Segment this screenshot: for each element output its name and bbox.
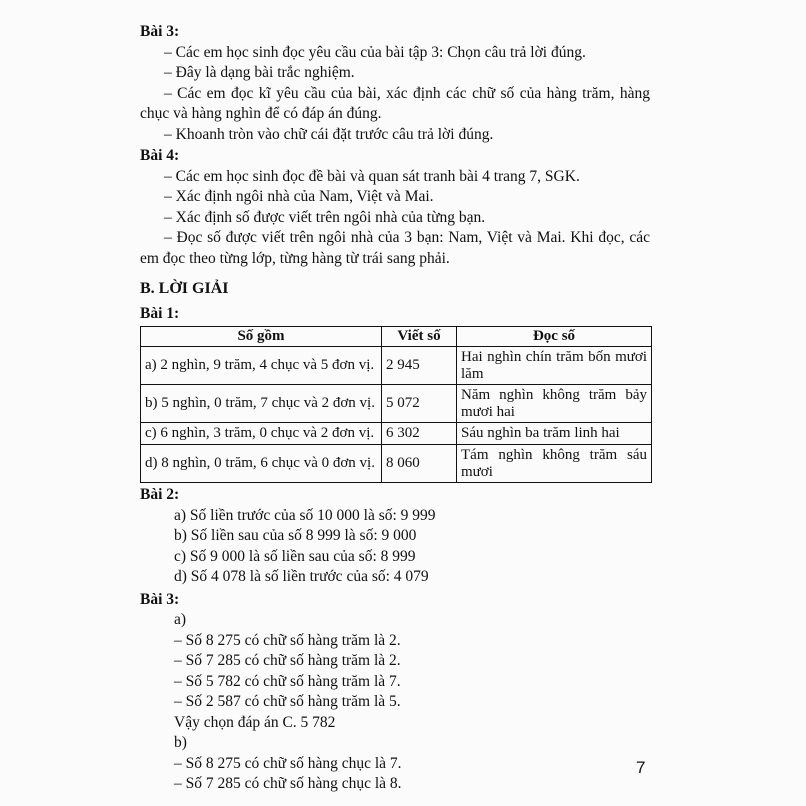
bai3-intro-line: – Các em học sinh đọc yêu cầu của bài tập 3: Chọn câu trả lời đúng. [164,43,586,61]
bai3-a-line: – Số 7 285 có chữ số hàng trăm là 2. [174,652,401,669]
bai2-heading: Bài 2: [140,486,180,503]
cell-doc-so: Năm nghìn không trăm bảy mươi hai [457,385,652,423]
cell-viet-so: 2 945 [382,347,457,385]
bai2-line: c) Số 9 000 là số liền sau của số: 8 999 [174,547,416,565]
page-content [140,22,650,795]
cell-viet-so: 5 072 [382,385,457,423]
bai2-line: d) Số 4 078 là số liền trước của số: 4 079 [174,568,429,585]
table-header-row [141,327,652,347]
bai1-table [140,326,652,483]
section-b-title: B. LỜI GIẢI [140,280,229,297]
bai4-intro-line: – Xác định ngôi nhà của Nam, Việt và Mai. [164,188,434,205]
cell-viet-so: 8 060 [382,445,457,483]
bai4-intro-line: – Đọc số được viết trên ngôi nhà của 3 bạn: Nam, Việt và Mai. Khi đọc, các em đọc theo từng lớp, từng hàng từ trái sang phải. [140,229,650,267]
col-header-doc-so: Đọc số [457,327,652,347]
bai4-intro-line: – Các em học sinh đọc đề bài và quan sát tranh bài 4 trang 7, SGK. [164,167,580,185]
cell-doc-so: Sáu nghìn ba trăm linh hai [457,423,652,445]
bai3-a-line: – Số 2 587 có chữ số hàng trăm là 5. [174,693,401,710]
col-header-so-gom: Số gồm [141,327,382,347]
bai3-a-answer: Vậy chọn đáp án C. 5 782 [174,713,336,731]
bai3-part-a-label: a) [174,611,187,628]
cell-viet-so: 6 302 [382,423,457,445]
bai1-heading: Bài 1: [140,304,180,322]
table-row [141,347,652,385]
cell-so-gom: a) 2 nghìn, 9 trăm, 4 chục và 5 đơn vị. [141,347,382,385]
bai3-intro-heading: Bài 3: [140,23,180,40]
bai3-intro-line: – Các em đọc kĩ yêu cầu của bài, xác định các chữ số của hàng trăm, hàng chục và hàng nghìn để có đáp án đúng. [140,84,650,122]
col-header-viet-so: Viết số [382,327,457,347]
bai2-line: a) Số liền trước của số 10 000 là số: 9 999 [174,506,436,524]
bai4-intro-heading: Bài 4: [140,147,180,164]
page-number: 7 [636,758,646,777]
bai2-line: b) Số liền sau của số 8 999 là số: 9 000 [174,527,417,544]
table-row [141,423,652,445]
bai3-intro-line: – Đây là dạng bài trắc nghiệm. [164,64,355,81]
cell-doc-so: Hai nghìn chín trăm bốn mươi lăm [457,347,652,385]
bai4-intro-line: – Xác định số được viết trên ngôi nhà của từng bạn. [164,208,486,226]
cell-so-gom: b) 5 nghìn, 0 trăm, 7 chục và 2 đơn vị. [141,385,382,423]
bai3-a-line: – Số 5 782 có chữ số hàng trăm là 7. [174,672,401,690]
bai3-a-line: – Số 8 275 có chữ số hàng trăm là 2. [174,631,401,649]
bai3-part-b-label: b) [174,734,187,751]
table-row [141,385,652,423]
table-row [141,445,652,483]
bai3-b-line: – Số 8 275 có chữ số hàng chục là 7. [174,754,402,772]
cell-so-gom: c) 6 nghìn, 3 trăm, 0 chục và 2 đơn vị. [141,423,382,445]
cell-so-gom: d) 8 nghìn, 0 trăm, 6 chục và 0 đơn vị. [141,445,382,483]
cell-doc-so: Tám nghìn không trăm sáu mươi [457,445,652,483]
bai3-intro-line: – Khoanh tròn vào chữ cái đặt trước câu trả lời đúng. [164,125,494,143]
bai3-b-line: – Số 7 285 có chữ số hàng chục là 8. [174,775,402,792]
bai3-heading: Bài 3: [140,590,180,608]
